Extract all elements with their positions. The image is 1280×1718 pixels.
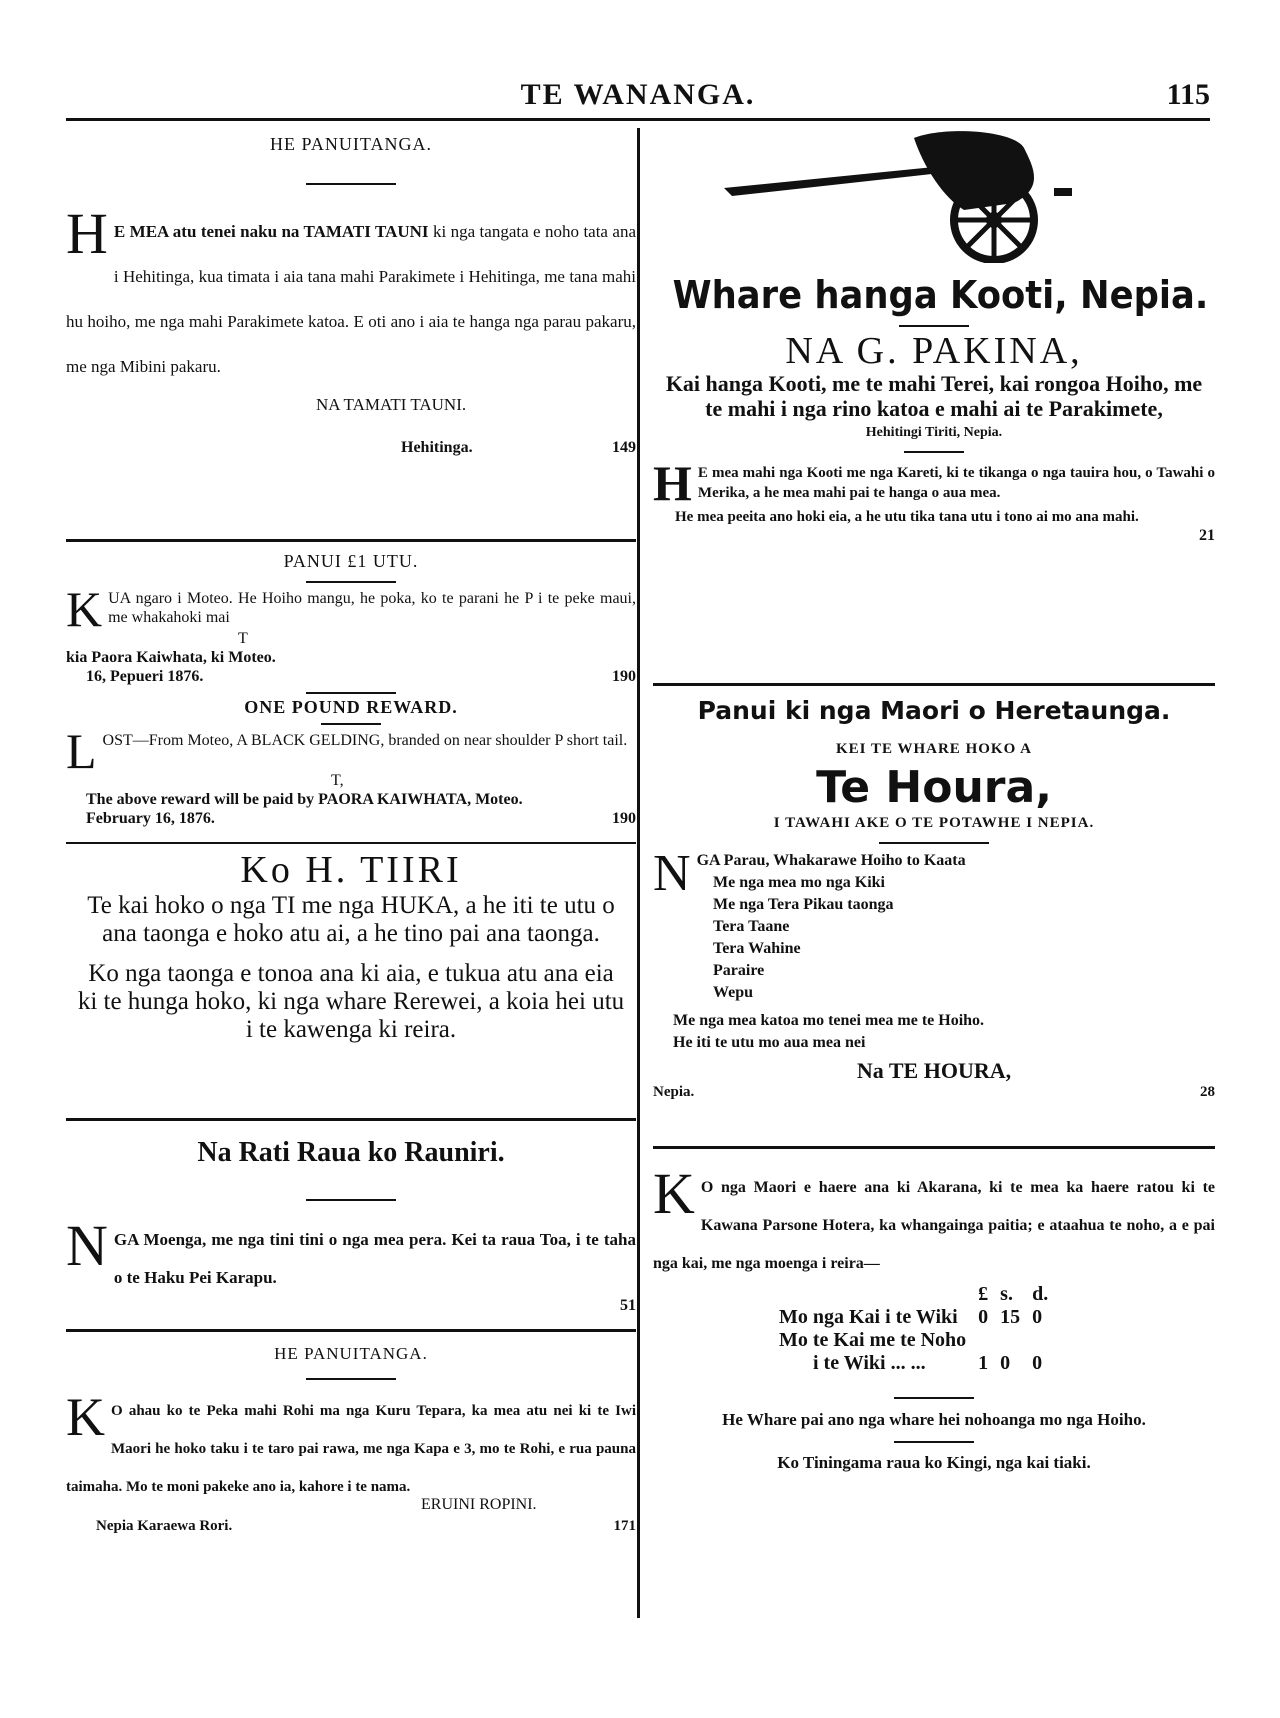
advert-pakina (653, 128, 1215, 683)
ad-number: 21 (1199, 527, 1215, 544)
advert-text: GA Moenga, me nga tini tini o nga mea pera. Kei ta raua Toa, i te taha o te Haku Pei Karapu. (113, 1230, 636, 1287)
left-column (66, 128, 636, 1535)
notice-signature: NA TAMATI TAUNI. (316, 395, 467, 414)
advert-title: Whare hanga Kooti, Nepia. (672, 273, 1209, 317)
goods-item: Wepu (713, 984, 754, 1001)
advert-rati-rauniri (66, 1137, 636, 1329)
ad-number: 171 (613, 1518, 636, 1534)
advert-line-1: He Whare pai ano nga whare hei nohoanga mo nga Hoiho. (722, 1410, 1146, 1429)
goods-item: Paraire (713, 962, 765, 979)
advert-signature: Na TE HOURA, (856, 1058, 1012, 1083)
price-pounds: 1 (978, 1352, 989, 1374)
advert-name: NA G. PAKINA, (785, 330, 1083, 372)
advert-body (653, 455, 1215, 511)
notice-footer (66, 667, 636, 686)
notice-body (66, 581, 636, 637)
price-label: i te Wiki ... ... (813, 1352, 926, 1374)
price-pence: 0 (1032, 1352, 1043, 1374)
short-rule (894, 1397, 974, 1399)
notice-signature: ERUINI ROPINI. (421, 1496, 537, 1513)
goods-item: Tera Wahine (713, 940, 801, 957)
advert-paragraph-1: Te kai hoko o nga TI me nga HUKA, a he iti te utu o ana taonga e hoko atu ai, a he tino pai ana taonga. (87, 892, 615, 947)
price-label: Mo nga Kai i te Wiki (779, 1306, 958, 1328)
advert-subtitle: Kai hanga Kooti, me te mahi Terei, kai rongoa Hoiho, me te mahi i nga rino katoa e mahi ai te Parakimete, (665, 371, 1203, 421)
price-shillings: 15 (1000, 1306, 1021, 1328)
ad-number: 51 (620, 1297, 636, 1314)
notice-text: O ahau ko te Peka mahi Rohi ma nga Kuru Tepara, ka mea atu nei ki te Iwi Maori he hoko taku i te taro pai rawa, me nga Kapa e 3, mo te Rohi, e rua pauna taimaha. Mo te moni pakeke ano ia, kahore i te nama. (66, 1403, 636, 1495)
section-rule (653, 683, 1215, 686)
advert-h-tiiri (66, 848, 636, 1118)
drop-cap: L (66, 723, 97, 779)
notice-text-2: The above reward will be paid by PAORA KAIWHATA, Moteo. (86, 791, 523, 808)
advert-line-2: Ko Tiningama raua ko Kingi, nga kai tiaki. (777, 1453, 1091, 1472)
notice-ropini-bakery (66, 1344, 636, 1535)
advert-text: E mea mahi nga Kooti me nga Kareti, ki te tikanga o nga tauira hou, o Tawahi o Merika, a he mea mahi pai te hanga o aua mea. (697, 465, 1215, 501)
short-rule (306, 692, 396, 694)
brand-mark: T (238, 630, 248, 647)
drop-cap: N (66, 1213, 108, 1278)
brand-mark: T, (331, 772, 344, 789)
ad-number: 190 (612, 810, 636, 827)
newspaper-title: TE WANANGA. (520, 78, 756, 111)
drop-cap: H (66, 201, 108, 266)
notice-footer (66, 809, 636, 828)
advert-body (66, 1213, 636, 1297)
advert-text: O nga Maori e haere ana ki Akarana, ki te mea ka haere ratou ki te Kawana Parsone Hotera, ka whangainga paitia; e ataahua te noho, a e pai nga kai, me nga moenga i reira— (653, 1179, 1215, 1272)
section-rule (66, 539, 636, 542)
advert-text-2: He mea peeita ano hoki eia, a he utu tika tana utu i tono ai mo ana mahi. (675, 509, 1139, 525)
goods-first: GA Parau, Whakarawe Hoiho to Kaata (696, 852, 966, 869)
advert-name: Te Houra, (816, 762, 1052, 813)
notice-heading: HE PANUITANGA. (270, 134, 432, 154)
short-rule (321, 723, 381, 725)
short-rule (894, 1441, 974, 1443)
notice-place: Nepia Karaewa Rori. (96, 1518, 233, 1534)
goods-item: Me nga Tera Pikau taonga (713, 896, 894, 913)
short-rule (879, 842, 989, 844)
short-rule (306, 183, 396, 185)
advert-footer (653, 1084, 1215, 1101)
advert-paragraph-2: Ko nga taonga e tonoa ana ki aia, e tukua atu ana eia ki te hunga hoko, ki nga whare Rerewei, a koia hei utu i te kawenga ki reira. (77, 960, 625, 1043)
notice-heading: PANUI £1 UTU. (283, 551, 419, 571)
goods-list (653, 845, 1215, 1054)
advert-parsons-hotel (653, 1161, 1215, 1473)
ad-number: 149 (612, 439, 636, 456)
price-row (773, 1306, 1054, 1329)
masthead (66, 78, 1210, 121)
advert-location: I TAWAHI AKE O TE POTAWHE I NEPIA. (773, 815, 1095, 831)
section-rule (66, 1118, 636, 1121)
price-row (773, 1352, 1054, 1375)
advert-kicker: KEI TE WHARE HOKO A (836, 741, 1032, 757)
notice-tamati-tauni (66, 134, 636, 539)
right-column (653, 128, 1215, 1473)
notice-body (66, 1387, 636, 1506)
notice-heading: ONE POUND REWARD. (244, 697, 458, 717)
notice-body (66, 723, 636, 779)
notice-text: OST—From Moteo, A BLACK GELDING, branded on near shoulder P short tail. (102, 732, 628, 749)
short-rule (899, 325, 969, 327)
notice-text-2: kia Paora Kaiwhata, ki Moteo. (66, 649, 276, 666)
section-rule (66, 1329, 636, 1332)
advert-address: Hehitingi Tiriti, Nepia. (865, 425, 1003, 440)
price-pence: 0 (1032, 1306, 1043, 1328)
price-label: Mo te Kai me te Noho (779, 1329, 967, 1351)
notice-text: UA ngaro i Moteo. He Hoiho mangu, he poka, ko te parani he P i te peke maui, me whakahoki mai (108, 590, 636, 626)
notice-footer (401, 439, 636, 457)
short-rule (904, 451, 964, 453)
advert-title: Ko H. TIIRI (240, 849, 462, 891)
notice-place: Hehitinga. (401, 439, 473, 456)
drop-cap: K (66, 1387, 105, 1447)
advert-place: Nepia. (653, 1084, 695, 1100)
notice-footer (66, 1518, 636, 1535)
drop-cap: N (653, 845, 691, 902)
notice-date: 16, Pepueri 1876. (86, 668, 204, 685)
notice-body (66, 201, 636, 389)
notice-date: February 16, 1876. (86, 810, 215, 827)
short-rule (306, 1378, 396, 1380)
drop-cap: K (66, 581, 103, 637)
price-table (773, 1283, 1054, 1375)
cart-illustration (714, 128, 1154, 263)
advert-title: Na Rati Raua ko Rauniri. (197, 1137, 505, 1168)
col-pounds: £ (978, 1283, 989, 1305)
notice-text: ki nga tangata e noho tata ana i Hehitinga, kua timata i aia tana mahi Parakimete i Hehitinga, me tana mahi hu hoiho, me nga mahi Parakimete katoa. E oti ano i aia te hanga nga parau pakaru, me nga Mibini pakaru. (66, 222, 636, 376)
price-row (773, 1329, 1054, 1352)
page-number: 115 (1166, 78, 1210, 111)
short-rule (306, 581, 396, 583)
notice-lost-horse-maori (66, 552, 636, 692)
goods-closing-1: Me nga mea katoa mo tenei mea me te Hoiho. (673, 1012, 985, 1029)
notice-lead: E MEA atu tenei naku na TAMATI TAUNI (113, 222, 429, 241)
ad-number: 28 (1200, 1084, 1215, 1100)
goods-item: Tera Taane (713, 918, 790, 935)
price-header-row (773, 1283, 1054, 1306)
price-shillings: 0 (1000, 1352, 1011, 1374)
advert-title: Panui ki nga Maori o Heretaunga. (697, 696, 1171, 725)
short-rule (306, 1199, 396, 1201)
drop-cap: K (653, 1161, 695, 1226)
section-rule (653, 1146, 1215, 1149)
advert-te-houra (653, 696, 1215, 1146)
section-rule (66, 842, 636, 844)
price-pounds: 0 (978, 1306, 989, 1328)
ad-number: 190 (612, 668, 636, 685)
notice-one-pound-reward (66, 692, 636, 842)
drop-cap: H (653, 455, 692, 511)
col-shillings: s. (1000, 1283, 1013, 1305)
advert-body (653, 1161, 1215, 1283)
goods-item: Me nga mea mo nga Kiki (713, 874, 885, 891)
goods-closing-2: He iti te utu mo aua mea nei (673, 1034, 866, 1051)
column-divider (637, 128, 640, 1618)
notice-heading: HE PANUITANGA. (274, 1344, 428, 1363)
col-pence: d. (1032, 1283, 1049, 1305)
